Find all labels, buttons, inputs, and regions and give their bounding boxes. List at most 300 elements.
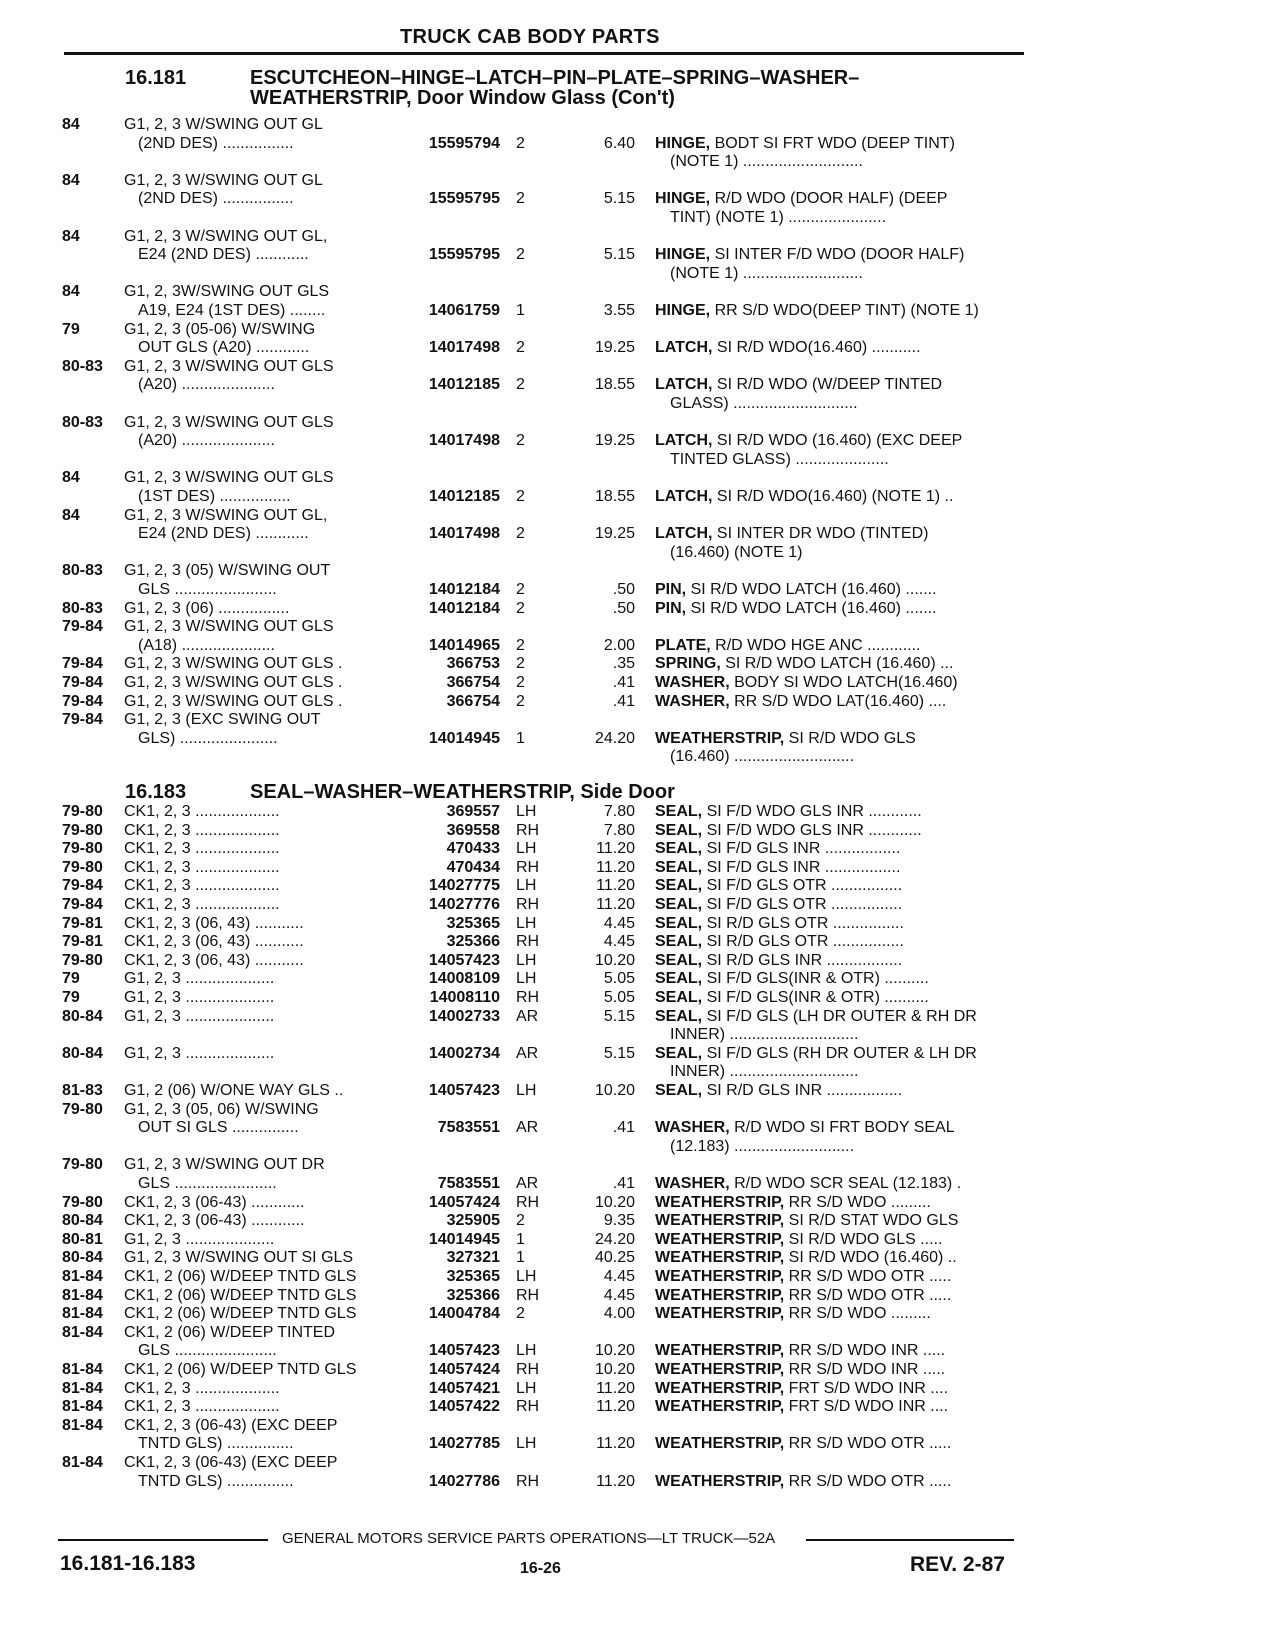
quantity: LH — [516, 952, 537, 969]
part-name-noun: SEAL, — [655, 989, 703, 1006]
model-years: 79-80 — [62, 803, 103, 820]
table-row — [0, 580, 1280, 599]
application-description: CK1, 2, 3 ................... — [124, 803, 280, 820]
model-years: 79-84 — [62, 618, 103, 635]
part-name-detail: SI R/D WDO (W/DEEP TINTED — [712, 376, 943, 393]
table-row — [0, 338, 1280, 357]
part-number: 325365 — [446, 915, 500, 932]
part-name-noun: WEATHERSTRIP, — [655, 1473, 785, 1490]
part-name — [670, 264, 1020, 283]
part-name-noun: SEAL, — [655, 1082, 703, 1099]
table-row — [0, 673, 1280, 692]
model-years: 79-84 — [62, 693, 103, 710]
application-description: G1, 2, 3 (EXC SWING OUT — [124, 711, 321, 728]
part-name-detail: SI R/D WDO (16.460) .. — [784, 1249, 957, 1266]
part-name-detail: SI F/D WDO GLS INR ............ — [702, 822, 922, 839]
table-row — [0, 487, 1280, 506]
quantity: LH — [516, 1268, 537, 1285]
application-description: G1, 2, 3 W/SWING OUT SI GLS — [124, 1249, 354, 1266]
table-row — [0, 301, 1280, 320]
table-row — [0, 450, 1280, 469]
table-row — [0, 1379, 1280, 1398]
part-name — [655, 895, 1020, 914]
part-name-noun: LATCH, — [655, 488, 713, 505]
quantity: RH — [516, 933, 540, 950]
price: 5.15 — [603, 1008, 635, 1025]
part-name-noun: WEATHERSTRIP, — [655, 1435, 785, 1452]
application-description: TNTD GLS) ............... — [138, 1435, 294, 1452]
table-row — [0, 747, 1280, 766]
table-row — [0, 171, 1280, 190]
table-row — [0, 1397, 1280, 1416]
application-description: GLS ....................... — [138, 581, 277, 598]
application-description: E24 (2ND DES) ............ — [138, 525, 309, 542]
part-name-detail: R/D WDO SCR SEAL (12.183) . — [729, 1175, 962, 1192]
application-description: OUT GLS (A20) ............ — [138, 339, 310, 356]
model-years: 79-80 — [62, 859, 103, 876]
part-name — [655, 580, 1020, 599]
part-name — [655, 636, 1020, 655]
part-number: 366754 — [446, 674, 500, 691]
part-name — [655, 858, 1020, 877]
part-name — [655, 524, 1020, 543]
model-years: 79-84 — [62, 896, 103, 913]
quantity: 2 — [516, 135, 525, 152]
price: 19.25 — [594, 432, 635, 449]
part-name — [655, 375, 1020, 394]
part-name-detail: FRT S/D WDO INR .... — [784, 1398, 949, 1415]
table-row — [0, 839, 1280, 858]
quantity: RH — [516, 1398, 540, 1415]
part-name — [655, 914, 1020, 933]
part-number: 369558 — [446, 822, 500, 839]
quantity: RH — [516, 1361, 540, 1378]
part-name-noun: SEAL, — [655, 803, 703, 820]
quantity: 2 — [516, 488, 525, 505]
application-description: GLS ....................... — [138, 1342, 277, 1359]
part-name — [655, 134, 1020, 153]
part-name — [655, 487, 1020, 506]
part-number: 14017498 — [428, 432, 500, 449]
table-row — [0, 1341, 1280, 1360]
footer-rule-left — [58, 1539, 268, 1541]
part-name-detail: SI F/D GLS (LH DR OUTER & RH DR — [702, 1008, 977, 1025]
part-name-detail: INNER) ............................. — [670, 1063, 859, 1080]
application-description: G1, 2, 3 .................... — [124, 1045, 275, 1062]
application-description: G1, 2 (06) W/ONE WAY GLS .. — [124, 1082, 344, 1099]
quantity: 2 — [516, 190, 525, 207]
table-row — [0, 1155, 1280, 1174]
application-description: G1, 2, 3 .................... — [124, 1231, 275, 1248]
application-description: CK1, 2, 3 ................... — [124, 859, 280, 876]
part-number: 14008109 — [428, 970, 500, 987]
quantity: 2 — [516, 637, 525, 654]
price: 11.20 — [596, 896, 635, 913]
part-name — [655, 673, 1020, 692]
header-rule — [64, 52, 1024, 55]
part-name — [655, 1267, 1020, 1286]
price: 10.20 — [594, 1342, 635, 1359]
part-number: 14027775 — [428, 877, 500, 894]
part-name — [655, 729, 1020, 748]
part-name — [655, 1434, 1020, 1453]
model-years: 79-84 — [62, 674, 103, 691]
part-number: 14014945 — [428, 730, 500, 747]
model-years: 84 — [62, 228, 80, 245]
part-name-noun: WEATHERSTRIP, — [655, 1268, 785, 1285]
application-description: G1, 2, 3 W/SWING OUT DR — [124, 1156, 325, 1173]
price: 7.80 — [603, 822, 635, 839]
part-name — [655, 969, 1020, 988]
part-name-noun: WASHER, — [655, 693, 730, 710]
part-name — [670, 1025, 1020, 1044]
part-name — [655, 654, 1020, 673]
part-name-detail: R/D WDO HGE ANC ............ — [710, 637, 921, 654]
part-name-detail: RR S/D WDO OTR ..... — [784, 1435, 952, 1452]
application-description: A19, E24 (1ST DES) ........ — [138, 302, 326, 319]
part-name-detail: RR S/D WDO OTR ..... — [784, 1287, 952, 1304]
part-name — [670, 394, 1020, 413]
part-name-detail: SI INTER DR WDO (TINTED) — [712, 525, 929, 542]
application-description: CK1, 2 (06) W/DEEP TNTD GLS — [124, 1287, 357, 1304]
quantity: LH — [516, 1435, 537, 1452]
table-row — [0, 189, 1280, 208]
price: 19.25 — [594, 339, 635, 356]
table-row — [0, 1434, 1280, 1453]
part-number: 14061759 — [428, 302, 500, 319]
table-row — [0, 375, 1280, 394]
price: 5.15 — [603, 246, 635, 263]
table-row — [0, 208, 1280, 227]
part-name-noun: WEATHERSTRIP, — [655, 1380, 785, 1397]
footer-revision: REV. 2-87 — [910, 1553, 1005, 1576]
table-row — [0, 1174, 1280, 1193]
part-name-noun: HINGE, — [655, 302, 711, 319]
table-row — [0, 1323, 1280, 1342]
model-years: 84 — [62, 283, 80, 300]
part-name-noun: WEATHERSTRIP, — [655, 1342, 785, 1359]
price: 5.15 — [603, 1045, 635, 1062]
part-name-noun: WASHER, — [655, 674, 730, 691]
part-name-detail: SI F/D GLS(INR & OTR) .......... — [702, 989, 929, 1006]
part-name-noun: WASHER, — [655, 1175, 730, 1192]
part-name-detail: SI R/D GLS OTR ................ — [702, 915, 904, 932]
table-row — [0, 1211, 1280, 1230]
price: 5.05 — [603, 989, 635, 1006]
part-name — [655, 1248, 1020, 1267]
part-name — [670, 1137, 1020, 1156]
quantity: 2 — [516, 525, 525, 542]
model-years: 81-84 — [62, 1398, 103, 1415]
part-name — [655, 1360, 1020, 1379]
part-name-noun: SEAL, — [655, 896, 703, 913]
quantity: 1 — [516, 1249, 525, 1266]
table-row — [0, 1230, 1280, 1249]
quantity: 2 — [516, 339, 525, 356]
price: 24.20 — [594, 730, 635, 747]
application-description: G1, 2, 3 .................... — [124, 970, 275, 987]
model-years: 80-84 — [62, 1008, 103, 1025]
application-description: G1, 2, 3 W/SWING OUT GLS . — [124, 674, 343, 691]
table-row — [0, 1286, 1280, 1305]
part-number: 14012184 — [428, 600, 500, 617]
section-title-continued: WEATHERSTRIP, Door Window Glass (Con't) — [250, 87, 675, 109]
quantity: 2 — [516, 432, 525, 449]
price: 9.35 — [603, 1212, 635, 1229]
table-row — [0, 1193, 1280, 1212]
part-name-noun: LATCH, — [655, 525, 713, 542]
model-years: 79-80 — [62, 1194, 103, 1211]
price: 11.20 — [596, 840, 635, 857]
application-description: (A18) ..................... — [138, 637, 275, 654]
part-name-detail: RR S/D WDO ......... — [784, 1305, 931, 1322]
model-years: 80-84 — [62, 1249, 103, 1266]
table-row — [0, 617, 1280, 636]
application-description: G1, 2, 3 W/SWING OUT GL, — [124, 228, 328, 245]
part-name — [655, 951, 1020, 970]
part-number: 14027786 — [428, 1473, 500, 1490]
part-name — [655, 1118, 1020, 1137]
part-name-noun: WEATHERSTRIP, — [655, 1398, 785, 1415]
quantity: RH — [516, 1473, 540, 1490]
part-name — [655, 1193, 1020, 1212]
price: 10.20 — [594, 1361, 635, 1378]
quantity: 2 — [516, 674, 525, 691]
part-name — [655, 932, 1020, 951]
table-row — [0, 1267, 1280, 1286]
part-name — [655, 1174, 1020, 1193]
table-row — [0, 320, 1280, 339]
application-description: OUT SI GLS ............... — [138, 1119, 299, 1136]
part-name-detail: RR S/D WDO LAT(16.460) .... — [729, 693, 947, 710]
part-name-detail: GLASS) ............................ — [670, 395, 858, 412]
application-description: CK1, 2, 3 (06, 43) ........... — [124, 933, 304, 950]
part-name-noun: PLATE, — [655, 637, 711, 654]
price: 40.25 — [594, 1249, 635, 1266]
table-row — [0, 1248, 1280, 1267]
part-number: 325365 — [446, 1268, 500, 1285]
part-name — [655, 338, 1020, 357]
part-name-detail: (16.460) (NOTE 1) — [670, 544, 803, 561]
part-number: 14012184 — [428, 581, 500, 598]
price: 11.20 — [596, 1473, 635, 1490]
part-number: 470433 — [446, 840, 500, 857]
part-name-detail: SI F/D GLS INR ................. — [702, 859, 901, 876]
part-name-detail: BODT SI FRT WDO (DEEP TINT) — [710, 135, 955, 152]
model-years: 81-84 — [62, 1324, 103, 1341]
part-number: 14027776 — [428, 896, 500, 913]
table-row — [0, 969, 1280, 988]
part-number: 7583551 — [437, 1119, 500, 1136]
quantity: RH — [516, 1287, 540, 1304]
part-name-noun: WEATHERSTRIP, — [655, 1249, 785, 1266]
part-number: 369557 — [446, 803, 500, 820]
application-description: (A20) ..................... — [138, 432, 275, 449]
model-years: 84 — [62, 469, 80, 486]
quantity: 1 — [516, 1231, 525, 1248]
application-description: E24 (2ND DES) ............ — [138, 246, 309, 263]
part-name — [655, 692, 1020, 711]
table-row — [0, 468, 1280, 487]
price: 11.20 — [596, 1398, 635, 1415]
part-number: 14002733 — [428, 1008, 500, 1025]
application-description: G1, 2, 3 (06) ................ — [124, 600, 290, 617]
application-description: G1, 2, 3 (05) W/SWING OUT — [124, 562, 331, 579]
footer-page-number: 16-26 — [520, 1560, 561, 1577]
table-row — [0, 1118, 1280, 1137]
model-years: 81-84 — [62, 1287, 103, 1304]
part-name-detail: SI F/D GLS OTR ................ — [702, 877, 903, 894]
part-name — [655, 1304, 1020, 1323]
quantity: 2 — [516, 376, 525, 393]
price: 4.00 — [603, 1305, 635, 1322]
part-name-noun: WASHER, — [655, 1119, 730, 1136]
part-name-noun: WEATHERSTRIP, — [655, 1361, 785, 1378]
price: 18.55 — [594, 488, 635, 505]
part-name-detail: SI R/D WDO GLS — [784, 730, 916, 747]
part-number: 325905 — [446, 1212, 500, 1229]
table-row — [0, 1416, 1280, 1435]
table-row — [0, 134, 1280, 153]
price: .35 — [612, 655, 635, 672]
part-name — [655, 1081, 1020, 1100]
table-row — [0, 1304, 1280, 1323]
model-years: 79-80 — [62, 952, 103, 969]
price: 11.20 — [596, 1380, 635, 1397]
part-name-detail: INNER) ............................. — [670, 1026, 859, 1043]
price: 11.20 — [596, 1435, 635, 1452]
price: .41 — [612, 674, 635, 691]
table-row — [0, 858, 1280, 877]
part-name — [670, 543, 1020, 562]
model-years: 81-84 — [62, 1305, 103, 1322]
section-number: 16.181 — [125, 67, 187, 89]
part-name-detail: SI R/D WDO (16.460) (EXC DEEP — [712, 432, 963, 449]
part-number: 15595795 — [428, 246, 500, 263]
part-name-noun: SEAL, — [655, 840, 703, 857]
part-name-noun: SEAL, — [655, 933, 703, 950]
part-name-detail: SI F/D WDO GLS INR ............ — [702, 803, 922, 820]
part-name-noun: WEATHERSTRIP, — [655, 1231, 785, 1248]
quantity: LH — [516, 915, 537, 932]
table-row — [0, 729, 1280, 748]
table-row — [0, 1062, 1280, 1081]
model-years: 79-84 — [62, 711, 103, 728]
part-name — [670, 450, 1020, 469]
quantity: 2 — [516, 600, 525, 617]
model-years: 81-84 — [62, 1268, 103, 1285]
price: .50 — [612, 581, 635, 598]
application-description: TNTD GLS) ............... — [138, 1473, 294, 1490]
application-description: G1, 2, 3 W/SWING OUT GLS . — [124, 655, 343, 672]
part-number: 14014965 — [428, 637, 500, 654]
table-row — [0, 599, 1280, 618]
part-name — [655, 1044, 1020, 1063]
price: 5.05 — [603, 970, 635, 987]
part-name-noun: HINGE, — [655, 190, 711, 207]
part-name-noun: SEAL, — [655, 915, 703, 932]
part-name-noun: HINGE, — [655, 135, 711, 152]
part-name-detail: RR S/D WDO OTR ..... — [784, 1473, 952, 1490]
part-name — [655, 189, 1020, 208]
quantity: RH — [516, 896, 540, 913]
part-name-noun: WEATHERSTRIP, — [655, 1287, 785, 1304]
part-name-detail: RR S/D WDO INR ..... — [784, 1361, 946, 1378]
price: 4.45 — [603, 933, 635, 950]
application-description: G1, 2, 3 (05, 06) W/SWING — [124, 1101, 319, 1118]
part-name — [655, 1379, 1020, 1398]
application-description: CK1, 2, 3 (06, 43) ........... — [124, 952, 304, 969]
model-years: 81-83 — [62, 1082, 103, 1099]
application-description: GLS ....................... — [138, 1175, 277, 1192]
quantity: LH — [516, 840, 537, 857]
part-name-noun: SEAL, — [655, 952, 703, 969]
application-description: CK1, 2, 3 ................... — [124, 822, 280, 839]
application-description: CK1, 2, 3 (06-43) ............ — [124, 1194, 305, 1211]
quantity: LH — [516, 1380, 537, 1397]
part-number: 14008110 — [429, 989, 500, 1006]
part-name-detail: (12.183) ........................... — [670, 1138, 855, 1155]
part-number: 14012185 — [428, 376, 500, 393]
table-row — [0, 951, 1280, 970]
application-description: CK1, 2, 3 (06-43) (EXC DEEP — [124, 1454, 338, 1471]
part-number: 14057423 — [428, 1082, 500, 1099]
part-name-noun: HINGE, — [655, 246, 711, 263]
part-name-detail: SI R/D WDO LATCH (16.460) ....... — [686, 600, 937, 617]
model-years: 79-80 — [62, 840, 103, 857]
table-row — [0, 357, 1280, 376]
part-name — [655, 839, 1020, 858]
application-description: G1, 2, 3 W/SWING OUT GL — [124, 172, 323, 189]
part-number: 7583551 — [437, 1175, 500, 1192]
price: 11.20 — [596, 877, 635, 894]
application-description: (A20) ..................... — [138, 376, 275, 393]
part-name — [655, 1397, 1020, 1416]
table-row — [0, 282, 1280, 301]
table-row — [0, 245, 1280, 264]
model-years: 79-81 — [62, 933, 103, 950]
application-description: CK1, 2, 3 ................... — [124, 1380, 280, 1397]
table-row — [0, 802, 1280, 821]
footer-publisher: GENERAL MOTORS SERVICE PARTS OPERATIONS—LT TRUCK—52A — [282, 1530, 776, 1547]
table-row — [0, 394, 1280, 413]
model-years: 79 — [62, 989, 80, 1006]
application-description: CK1, 2, 3 ................... — [124, 1398, 280, 1415]
price: 6.40 — [603, 135, 635, 152]
part-name-noun: SEAL, — [655, 970, 703, 987]
part-name-detail: R/D WDO SI FRT BODY SEAL — [729, 1119, 955, 1136]
part-name-detail: SI F/D GLS (RH DR OUTER & LH DR — [702, 1045, 977, 1062]
table-row — [0, 264, 1280, 283]
application-description: CK1, 2 (06) W/DEEP TNTD GLS — [124, 1268, 357, 1285]
table-row — [0, 524, 1280, 543]
part-name-noun: SPRING, — [655, 655, 721, 672]
price: 5.15 — [603, 190, 635, 207]
part-name-detail: SI R/D WDO(16.460) ........... — [712, 339, 921, 356]
part-name — [655, 1286, 1020, 1305]
application-description: (1ST DES) ................ — [138, 488, 291, 505]
part-name — [670, 747, 1020, 766]
quantity: LH — [516, 803, 537, 820]
price: .41 — [612, 1119, 635, 1136]
table-row — [0, 431, 1280, 450]
quantity: LH — [516, 1342, 537, 1359]
table-row — [0, 876, 1280, 895]
part-number: 14027785 — [428, 1435, 500, 1452]
quantity: RH — [516, 989, 540, 1006]
part-name-detail: RR S/D WDO ......... — [784, 1194, 931, 1211]
price: 2.00 — [603, 637, 635, 654]
